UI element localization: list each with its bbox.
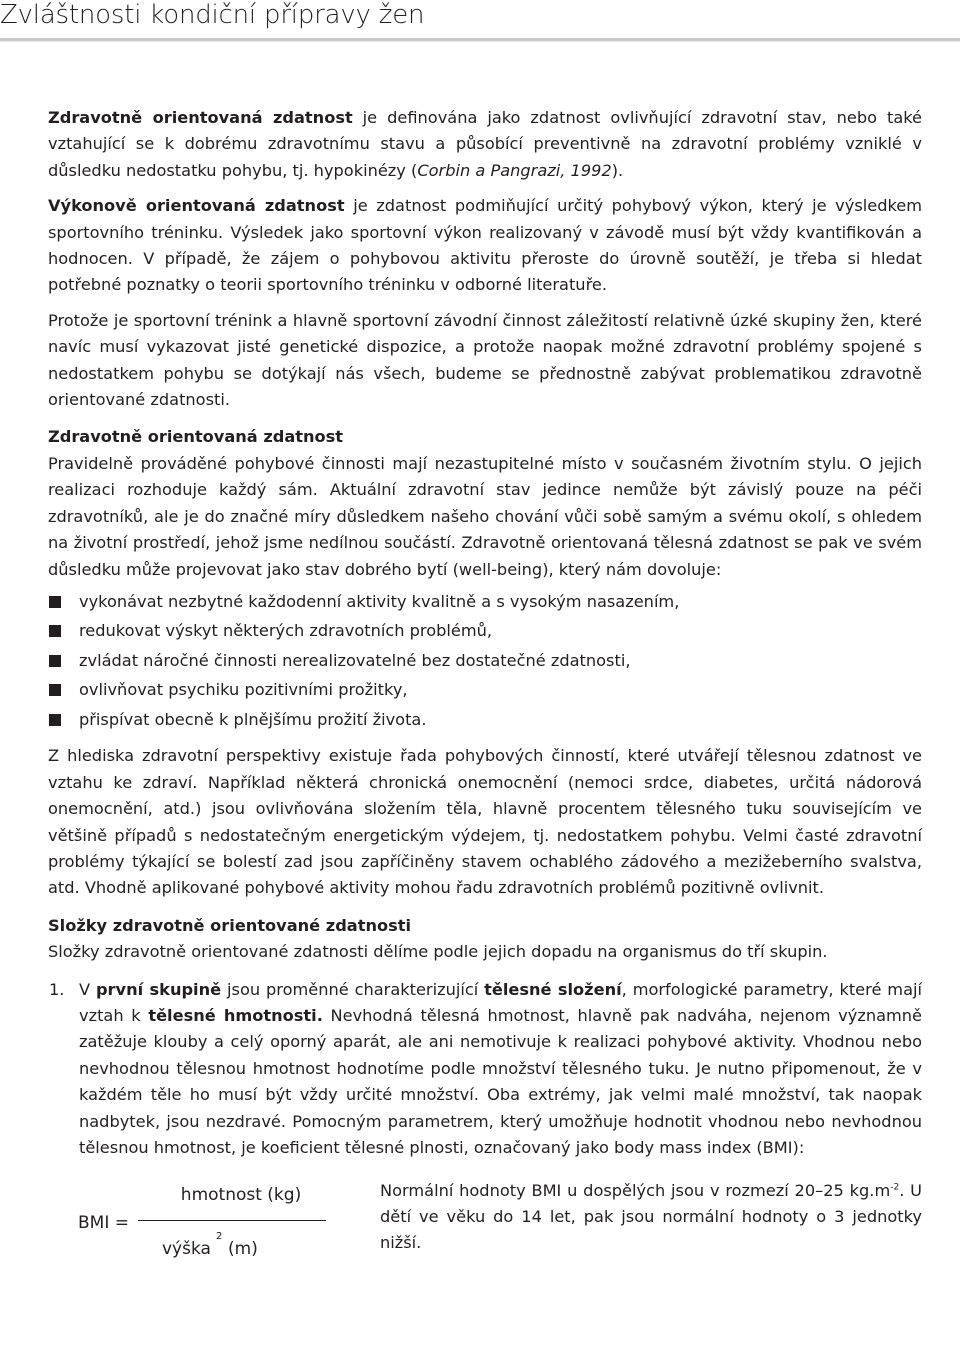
list-item — [48, 705, 922, 735]
intro-paragraph-2 — [48, 193, 922, 299]
benefits-list — [48, 587, 922, 735]
bmi-denominator: výška — [162, 1238, 211, 1259]
intro-p2-text: je zdatnost podmiňující určitý pohybový výkon, který je výsledkem sportovního tréninku. Výsledek jako sportovní výkon realizovaný v závodě musí být vždy kvantifikován a hodnocen. V případě, že zájem o pohybovou aktivitu přeroste do úrovně soutěží, je třeba si hledat potřebné poznatky o teorii sportovního tréninku v odborné literatuře. — [48, 196, 923, 295]
item1-text-d: , morfologické parametry, které mají vztah k — [79, 979, 922, 1026]
bmi-note-a: Normální hodnoty BMI u dospělých jsou v rozmezí 20–25 kg.m — [380, 1180, 891, 1200]
bmi-exponent: 2 — [216, 1230, 223, 1242]
list-item — [48, 587, 922, 617]
square-bullet-icon — [49, 625, 61, 637]
list-item — [48, 675, 922, 705]
section2-text: Složky zdravotně orientované zdatnosti dělíme podle jejich dopadu na organismus do tří skupin. — [48, 942, 828, 962]
list-item — [48, 616, 922, 646]
list-item-text: ovlivňovat psychiku pozitivními prožitky, — [79, 680, 408, 700]
bmi-note-b: . U dětí ve věku do 14 let, pak jsou normální hodnoty o 3 jednotky nižší. — [380, 1180, 922, 1253]
bmi-note-sup: -2 — [890, 1182, 900, 1193]
item1-bold-1: první skupině — [95, 979, 222, 999]
square-bullet-icon — [49, 714, 61, 726]
bmi-label: BMI = — [78, 1212, 129, 1233]
item-number: 1. — [49, 979, 65, 999]
citation: Corbin a Pangrazi, 1992 — [417, 160, 612, 180]
intro-paragraph-1 — [48, 105, 922, 184]
numbered-item-1 — [48, 977, 922, 1162]
item1-bold-2: tělesné složení — [484, 979, 622, 999]
section1-text: Pravidelně prováděné pohybové činnosti mají nezastupitelné místo v současném životním stylu. O jejich realizaci rozhoduje každý sám. Aktuální zdravotní stav jedince nemůže být závislý pouze na péči zdravotníků, ale je do značné míry důsledkem našeho chování vůči sobě samým a svému okolí, s ohledem na životní prostředí, jehož jsme nedílnou součástí. Zdravotně orientovaná tělesná zdatnost se pak ve svém důsledku může projevovat jako stav dobrého bytí (well-being), který nám dovoluje: — [48, 453, 922, 579]
item1-text-e: Nevhodná tělesná hmotnost, hlavně pak nadváha, nejenom významně zatěžuje klouby a celý oporný aparát, ale ani nemotivuje k realizaci pohybové aktivity. Vhodnou nebo nevhodnou tělesnou hmotnost hodnotíme podle množství tělesného tuku. Je nutno připomenout, že v každém těle ho musí být vždy určité množství. Oba extrémy, jak velmi malé množství, tak naopak nadbytek, jsou nezdravé. Pomocným parametrem, který umožňuje hodnotit vhodnou nebo nevhodnou tělesnou hmotnost, je koeficient tělesné plnosti, označovaný jako body mass index (BMI): — [79, 1006, 922, 1158]
section1-after-text: Z hlediska zdravotní perspektivy existuje řada pohybových činností, které utvářejí tělesnou zdatnost ve vztahu ke zdraví. Například některá chronická onemocnění (nemoci srdce, diabetes, určitá nádorová onemocnění, atd.) jsou ovlivňována složením těla, hlavně procentem tělesného tuku souvisejícím ve většině případů s nedostatečným energetickým výdejem, tj. nedostatkem pohybu. Velmi časté zdravotní problémy týkající se bolestí zad jsou zapříčiněny stavem ochablého zádového a mezižeberního svalstva, atd. Vhodně aplikované pohybové aktivity mohou řadu zdravotních problémů pozitivně ovlivnit. — [48, 746, 922, 898]
section-heading-components: Složky zdravotně orientované zdatnosti — [48, 915, 412, 935]
bmi-numerator: hmotnost (kg) — [180, 1184, 302, 1205]
square-bullet-icon — [49, 596, 61, 608]
bmi-denominator-unit: (m) — [228, 1238, 258, 1259]
item1-text-a: V — [79, 979, 96, 999]
term-health-fitness: Zdravotně orientovaná zdatnost — [48, 108, 353, 127]
intro-p1-text: je definována jako zdatnost ovlivňující zdravotní stav, nebo také vztahující se k dobrému zdravotnímu stavu a působící preventivně na zdravotní problémy vzniklé v důsledku nedostatku pohybu, tj. hypokinézy ( — [48, 108, 923, 180]
list-item-text: vykonávat nezbytné každodenní aktivity kvalitně a s vysokým nasazením, — [79, 591, 680, 611]
square-bullet-icon — [49, 655, 61, 667]
components-list — [48, 977, 922, 1162]
section-heading-health-fitness: Zdravotně orientovaná zdatnost — [48, 427, 344, 447]
term-performance-fitness: Výkonově orientovaná zdatnost — [48, 196, 345, 216]
item1-bold-3: tělesné hmotnosti. — [148, 1006, 323, 1026]
list-item — [48, 646, 922, 676]
item1-text-c: jsou proměnné charakterizující — [221, 979, 485, 999]
fraction-line — [138, 1220, 326, 1221]
list-item-text: přispívat obecně k plnějšímu prožití života. — [79, 709, 427, 729]
square-bullet-icon — [49, 684, 61, 696]
bmi-formula-block — [48, 1176, 922, 1266]
intro-p1-end: ). — [611, 160, 624, 180]
list-item-text: zvládat náročné činnosti nerealizovatelné bez dostatečné zdatnosti, — [79, 650, 631, 670]
bmi-note — [380, 1178, 922, 1257]
main-content — [48, 105, 922, 1266]
intro-paragraph-3: Protože je sportovní trénink a hlavně sportovní závodní činnost záležitostí relativně úzké skupiny žen, které navíc musí vykazovat jisté genetické dispozice, a protože naopak možné zdravotní problémy spojené s nedostatkem pohybu se dotýkají nás všech, budeme se přednostně zabývat problematikou zdravotně orientované zdatnosti. — [48, 310, 922, 410]
page-title: Zvláštnosti kondiční přípravy žen — [0, 0, 425, 30]
list-item-text: redukovat výskyt některých zdravotních problémů, — [79, 621, 493, 641]
title-rule — [0, 38, 960, 42]
